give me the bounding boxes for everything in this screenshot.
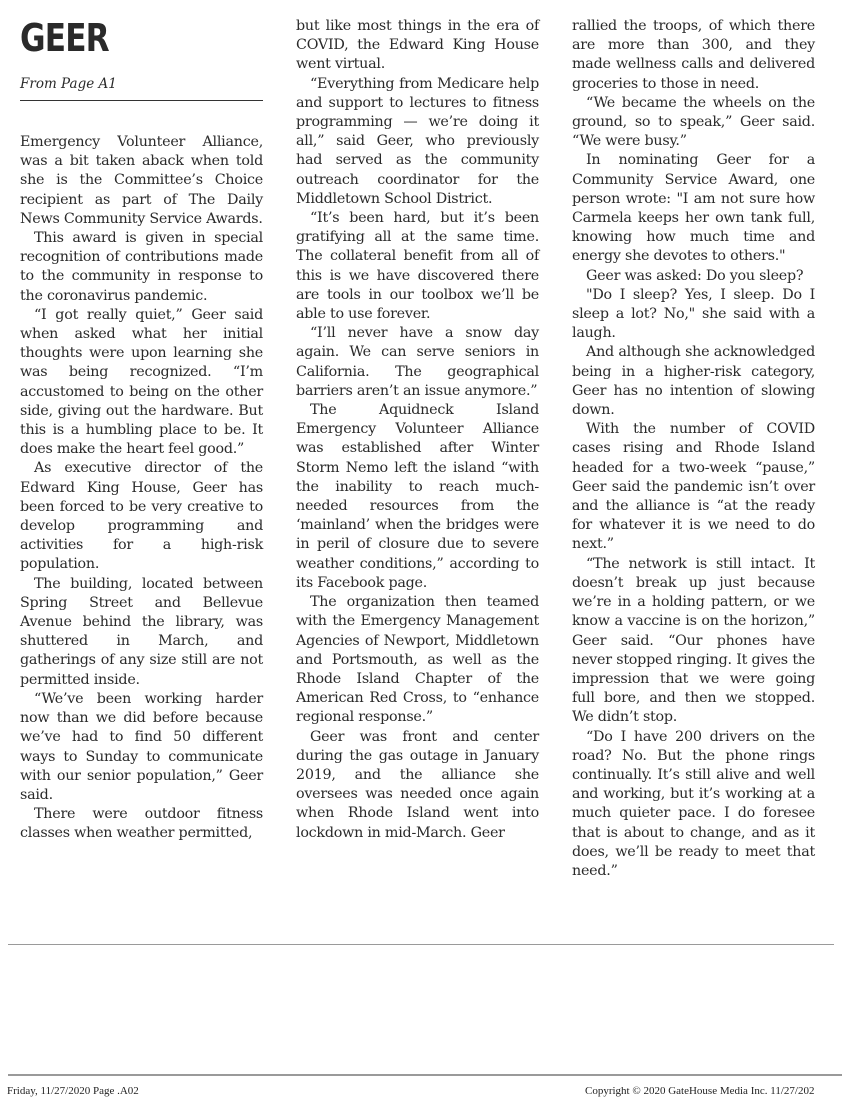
article-paragraph: “We became the wheels on the ground, so to speak,” Geer said. “We were busy.” xyxy=(572,94,815,150)
article-headline: GEER xyxy=(20,16,109,60)
article-paragraph: “The network is still intact. It doesn’t break up just because we’re in a holding pattern, or we know a vaccine is on the horizon,” Geer said. “Our phones have never stopped ringing. It gives the impression that we were going full bore, and then we stopped. We didn’t stop. xyxy=(572,555,815,726)
article-paragraph: The Aquidneck Island Emergency Volunteer Alliance was established after Winter Storm Nemo left the island “with the inability to reach much-needed resources from the ‘mainland’ when the bridges were in peril of closure due to severe weather conditions,” according to its Facebook page. xyxy=(296,402,539,591)
article-paragraph: rallied the troops, of which there are more than 300, and they made wellness calls and delivered groceries to those in need. xyxy=(572,18,815,92)
article-paragraph: "Do I sleep? Yes, I sleep. Do I sleep a lot? No," she said with a laugh. xyxy=(572,286,815,342)
article-paragraph: Emergency Volunteer Alliance, was a bit taken aback when told she is the Committee’s Choice recipient as part of The Daily News Community Service Awards. xyxy=(20,134,263,227)
article-paragraph: Geer was front and center during the gas outage in January 2019, and the alliance she oversees was needed once again when Rhode Island went into lockdown in mid-March. Geer xyxy=(296,728,539,841)
article-paragraph: With the number of COVID cases rising and Rhode Island headed for a two-week “pause,” Geer said the pandemic isn’t over and the alliance is “at the ready for whatever it is we need to do next.” xyxy=(572,421,815,553)
article-paragraph: There were outdoor fitness classes when weather permitted, xyxy=(20,806,263,842)
article-paragraph: Geer was asked: Do you sleep? xyxy=(586,267,804,284)
article-paragraph: “We’ve been working harder now than we did before because we’ve had to find 50 different ways to Sunday to communicate with our senior population,” Geer said. xyxy=(20,690,263,803)
article-paragraph: The organization then teamed with the Emergency Management Agencies of Newport, Middletown and Portsmouth, as well as the Rhode Island Chapter of the American Red Cross, to “enhance regional response.” xyxy=(296,594,539,726)
article-column-3 xyxy=(572,17,815,881)
page-divider-top xyxy=(8,944,834,945)
article-paragraph: “Everything from Medicare help and support to lectures to fitness programming — we’re doing it all,” said Geer, who previously had served as the community outreach coordinator for the Middletown School District. xyxy=(296,75,539,207)
jump-divider xyxy=(20,100,263,101)
footer-copyright: Copyright © 2020 GateHouse Media Inc. 11/27/202 xyxy=(585,1085,815,1097)
article-paragraph: The building, located between Spring Street and Bellevue Avenue behind the library, was shuttered in March, and gatherings of any size still are not permitted inside. xyxy=(20,575,263,688)
article-paragraph: “It’s been hard, but it’s been gratifying all at the same time. The collateral benefit from all of this is we have discovered there are tools in our toolbox we’ll be able to use forever. xyxy=(296,210,539,323)
footer-date-page: Friday, 11/27/2020 Page .A02 xyxy=(7,1085,139,1097)
article-paragraph: In nominating Geer for a Community Service Award, one person wrote: "I am not sure how Carmela keeps her own tank full, knowing how much time and energy she devotes to others." xyxy=(572,152,815,265)
article-column-1 xyxy=(20,133,263,844)
article-paragraph: “I got really quiet,” Geer said when asked what her initial thoughts were upon learning she was being recognized. “I’m accustomed to being on the other side, giving out the hardware. But this is a humbling place to be. It does make the heart feel good.” xyxy=(20,306,263,458)
article-paragraph: This award is given in special recognition of contributions made to the community in response to the coronavirus pandemic. xyxy=(20,230,263,304)
article-paragraph: And although she acknowledged being in a higher-risk category, Geer has no intention of slowing down. xyxy=(572,344,815,419)
article-paragraph: “Do I have 200 drivers on the road? No. But the phone rings continually. It’s still alive and well and working, but it’s working at a much quieter pace. I do foresee that is about to change, and as it does, we’ll be ready to meet that need.” xyxy=(572,728,815,879)
jump-line: From Page A1 xyxy=(20,76,117,92)
article-paragraph: As executive director of the Edward King House, Geer has been forced to be very creative to develop programming and activities for a high-risk population. xyxy=(20,460,263,573)
article-paragraph: “I’ll never have a snow day again. We can serve seniors in California. The geographical barriers aren’t an issue anymore.” xyxy=(296,325,539,399)
page-divider-bottom xyxy=(8,1074,842,1076)
article-paragraph: but like most things in the era of COVID, the Edward King House went virtual. xyxy=(296,18,539,73)
article-column-2 xyxy=(296,17,539,843)
